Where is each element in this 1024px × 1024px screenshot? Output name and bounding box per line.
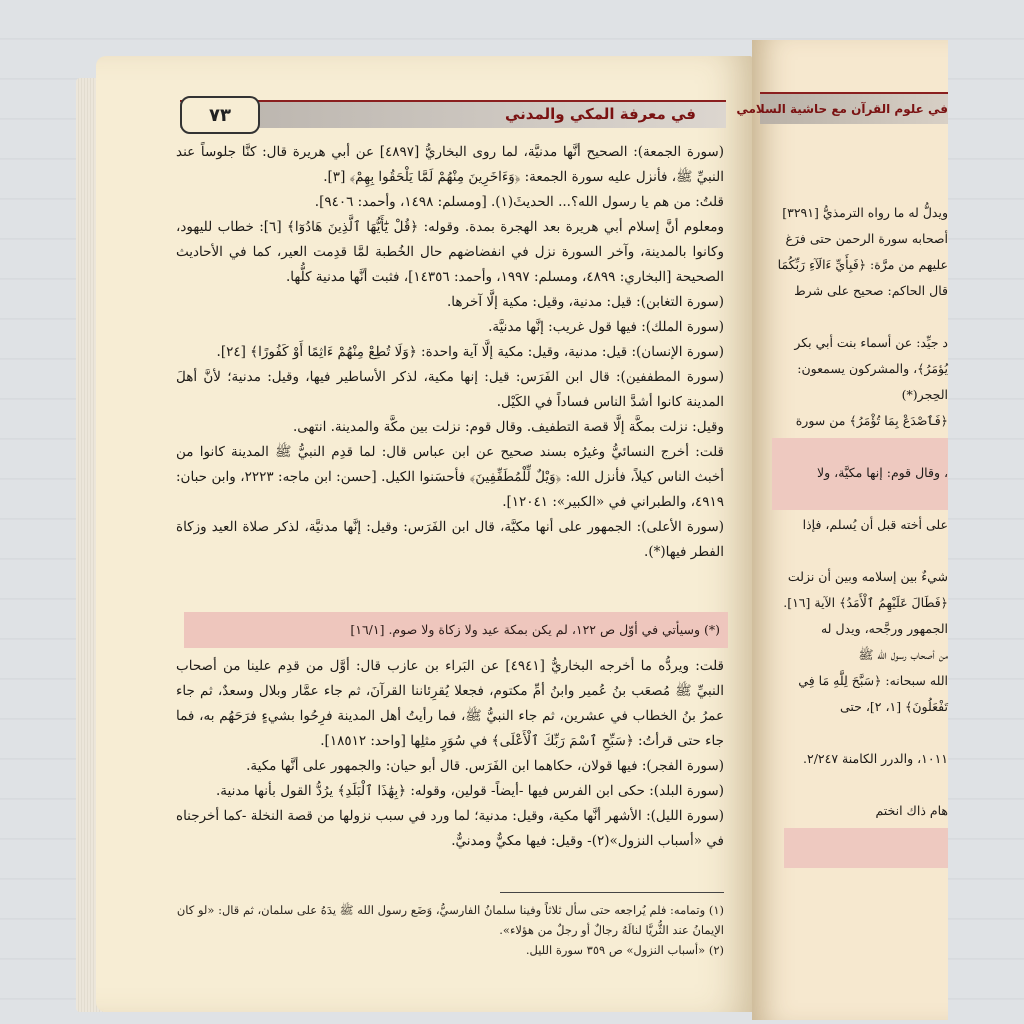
right-line: أصحابه سورة الرحمن حتى فرَغ xyxy=(785,231,948,246)
paragraph-jumua: (سورة الجمعة): الصحيح أنَّها مدنيَّة، لما روى البخاريُّ [٤٨٩٧] عن أبي هريرة قال: كنَّا جلوساً عند النبيِّ ﷺ، فأنزل عليه سورة الجمعة: ﴿وَءَاخَرِينَ مِنْهُمْ لَمَّا يَلْحَقُوا بِهِمْ﴾ [٣]. xyxy=(176,144,724,185)
right-line: قال الحاكم: صحيح على شرط xyxy=(794,283,948,298)
right-line: ، وقال قوم: إنها مكيَّة، ولا xyxy=(817,465,948,480)
right-line: من أصحاب رسول الله ﷺ xyxy=(858,647,948,662)
right-line xyxy=(764,720,948,746)
paragraph-bara: قلت: ويردُّه ما أخرجه البخاريُّ [٤٩٤١] عن البَراء بن عازب قال: أوَّل من قدِم علينا من أصحاب النبيِّ ﷺ مُصعَب بنُ عُمير وابنُ أمِّ مكتوم، فجعلا يُقرِئاننا القرآنَ، ثم جاء عمَّار وبلال وسعدٌ، ثم جاء عمرُ بنُ الخطاب في عشرين، ثم جاء النبيُّ ﷺ، فما رأيتُ أهل المدينة فرِحُوا بشيءٍ فرَحَهُم به، فما جاء حتى قرأتُ: ﴿سَبِّحِ ٱسْمَ رَبِّكَ ٱلْأَعْلَى﴾ في سُوَرٍ مثلِها [واحد: ١٨٥١٢]. xyxy=(176,658,724,749)
paragraph-question: قلتُ: من هم يا رسول الله؟... الحديثَ(١). [ومسلم: ١٤٩٨، وأحمد: ٩٤٠٦]. xyxy=(314,194,724,210)
paragraph-mulk: (سورة الملك): فيها قول غريب: إنَّها مدنيَّة. xyxy=(488,319,724,335)
paragraph-balad: (سورة البلد): حكى ابن الفرس فيها -أيضاً- قولين، وقوله: ﴿بِهَٰذَا ٱلْبَلَدِ﴾ يرُدُّ القول بأنها مدنية. xyxy=(215,783,724,799)
paragraph-taghabun: (سورة التغابن): قيل: مدنية، وقيل: مكية إلَّا آخرها. xyxy=(447,294,724,310)
right-line xyxy=(764,538,948,564)
footnote-divider xyxy=(500,892,724,893)
right-page-body xyxy=(764,200,948,824)
paragraph-mutaffifin: (سورة المطففين): قال ابن الفَرَس: قيل: إنها مكية، لذكر الأساطير فيها، وقيل: مدنية؛ لأنَّ أهلَ المدينة كانوا أشدَّ الناس فساداً في الكَيْل. xyxy=(176,369,724,410)
paragraph-layl: (سورة الليل): الأشهر أنَّها مكية، وقيل: مدنية؛ لما ورد في سبب نزولها من قصة النخلة -كما أخرجناه في «أسباب النزول»(٢)- وقيل: فيها مكيٌّ ومدنيٌّ. xyxy=(176,808,724,849)
right-line: تَفْعَلُونَ﴾ [١، ٢]، حتى xyxy=(839,699,948,714)
highlighted-note: (*) وسيأتي في أوّل ص ١٢٢، لم يكن بمكة عيد ولا زكاة ولا صوم. [١٦/١] xyxy=(184,612,728,648)
right-line: عليهم من مرَّة: ﴿فَبِأَيِّ ءَالَآءِ رَبِّكُمَا xyxy=(777,257,948,272)
paragraph-known: ومعلوم أنَّ إسلام أبي هريرة بعد الهجرة بمدة. وقوله: ﴿قُلْ يَٰٓأَيُّهَا ٱلَّذِينَ هَادُوٓا﴾ [٦]: خطاب لليهود، وكانوا بالمدينة، وآخر السورة نزل في انفضاضهم حال الخُطبة لمَّا قدِمت العير، كما في الأحاديث الصحيحة [البخاري: ٤٨٩٩، ومسلم: ١٩٩٧، وأحمد: ١٤٣٥٦]، فثبت أنَّها مدنية كلُّها. xyxy=(176,219,724,285)
right-line xyxy=(764,486,948,512)
right-line: شيءٌ بين إسلامه وبين أن نزلت xyxy=(787,569,948,584)
paragraph-nasai: قلت: أخرج النسائيُّ وغيرُه بسند صحيح عن ابن عباس قال: لما قدِم النبيُّ ﷺ المدينة كانوا من أخبث الناس كيلاً، فأنزل الله: ﴿وَيْلٌ لِّلْمُطَفِّفِينَ﴾ فأحسَنوا الكيل. [حسن: ابن ماجه: ٢٢٢٣، وابن حبان: ٤٩١٩، والطبراني في «الكبير»: ١٢٠٤١]. xyxy=(176,444,724,510)
left-page-body-continued xyxy=(176,654,724,854)
footnote-1: (١) وتمامه: فلم يُراجعه حتى سأل ثلاثاً وفينا سلمانُ الفارسيُّ، وَضَع رسول الله ﷺ يدَهُ على سلمان، ثم قال: «لو كان الإيمانُ عند الثُّريَّا لنالَهُ رجالٌ أو رجلٌ من هؤلاء». xyxy=(176,903,724,937)
paragraph-tatfif: وقيل: نزلت بمكَّة إلَّا قصة التطفيف. وقال قوم: نزلت بين مكَّة والمدينة. انتهى. xyxy=(293,419,724,435)
left-page-header xyxy=(180,100,726,128)
right-line: د جيِّد: عن أسماء بنت أبي بكر xyxy=(794,335,948,350)
right-page-highlight-2 xyxy=(784,828,948,868)
right-line: الله سبحانه: ﴿سَبَّحَ لِلَّهِ مَا فِي xyxy=(798,673,948,688)
paragraph-ala: (سورة الأعلى): الجمهور على أنها مكيَّة، قال ابن الفَرَس: وقيل: إنَّها مدنيَّة، لذكر صلاة العيد وزكاة الفطر فيها(*). xyxy=(176,519,724,560)
right-line: ﴿فَٱصْدَعْ بِمَا تُؤْمَرُ﴾ من سورة xyxy=(795,413,948,428)
right-line xyxy=(764,304,948,330)
right-page-header: في علوم القرآن مع حاشية السلامي xyxy=(760,92,948,124)
paragraph-fajr: (سورة الفجر): فيها قولان، حكاهما ابن الفَرَس. قال أبو حيان: والجمهور على أنَّها مكية. xyxy=(246,758,724,774)
left-page-body xyxy=(176,140,724,565)
right-line xyxy=(764,772,948,798)
paragraph-insan: (سورة الإنسان): قيل: مدنية، وقيل: مكية إلَّا آية واحدة: ﴿وَلَا تُطِعْ مِنْهُمْ ءَاثِمًا أَوْ كَفُورًا﴾ [٢٤]. xyxy=(216,344,724,360)
right-line: ويدلُّ له ما رواه الترمذيُّ [٣٢٩١] xyxy=(782,205,948,220)
right-line: الجمهور ورجَّحه، ويدل له xyxy=(820,621,948,636)
footnote-2: (٢) «أسباب النزول» ص ٣٥٩ سورة الليل. xyxy=(525,943,724,957)
footnotes xyxy=(176,900,724,960)
chapter-title: في معرفة المكي والمدني xyxy=(504,105,696,123)
right-line: على أخته قبل أن يُسلم، فإذا xyxy=(802,517,948,532)
right-line: يُؤمَرُ﴾، والمشركون يسمعون: xyxy=(797,361,948,376)
page-number: ٧٣ xyxy=(180,96,260,134)
right-line: ﴿فَطَالَ عَلَيْهِمُ ٱلْأَمَدُ﴾ الآية [١٦]. xyxy=(783,595,948,610)
right-line: ١٠١١، والدرر الكامنة ٢/٢٤٧. xyxy=(803,751,948,766)
right-line xyxy=(764,434,948,460)
right-line: الحِجر(*) xyxy=(901,387,948,402)
right-line: هام ذاك انختم xyxy=(875,803,948,818)
